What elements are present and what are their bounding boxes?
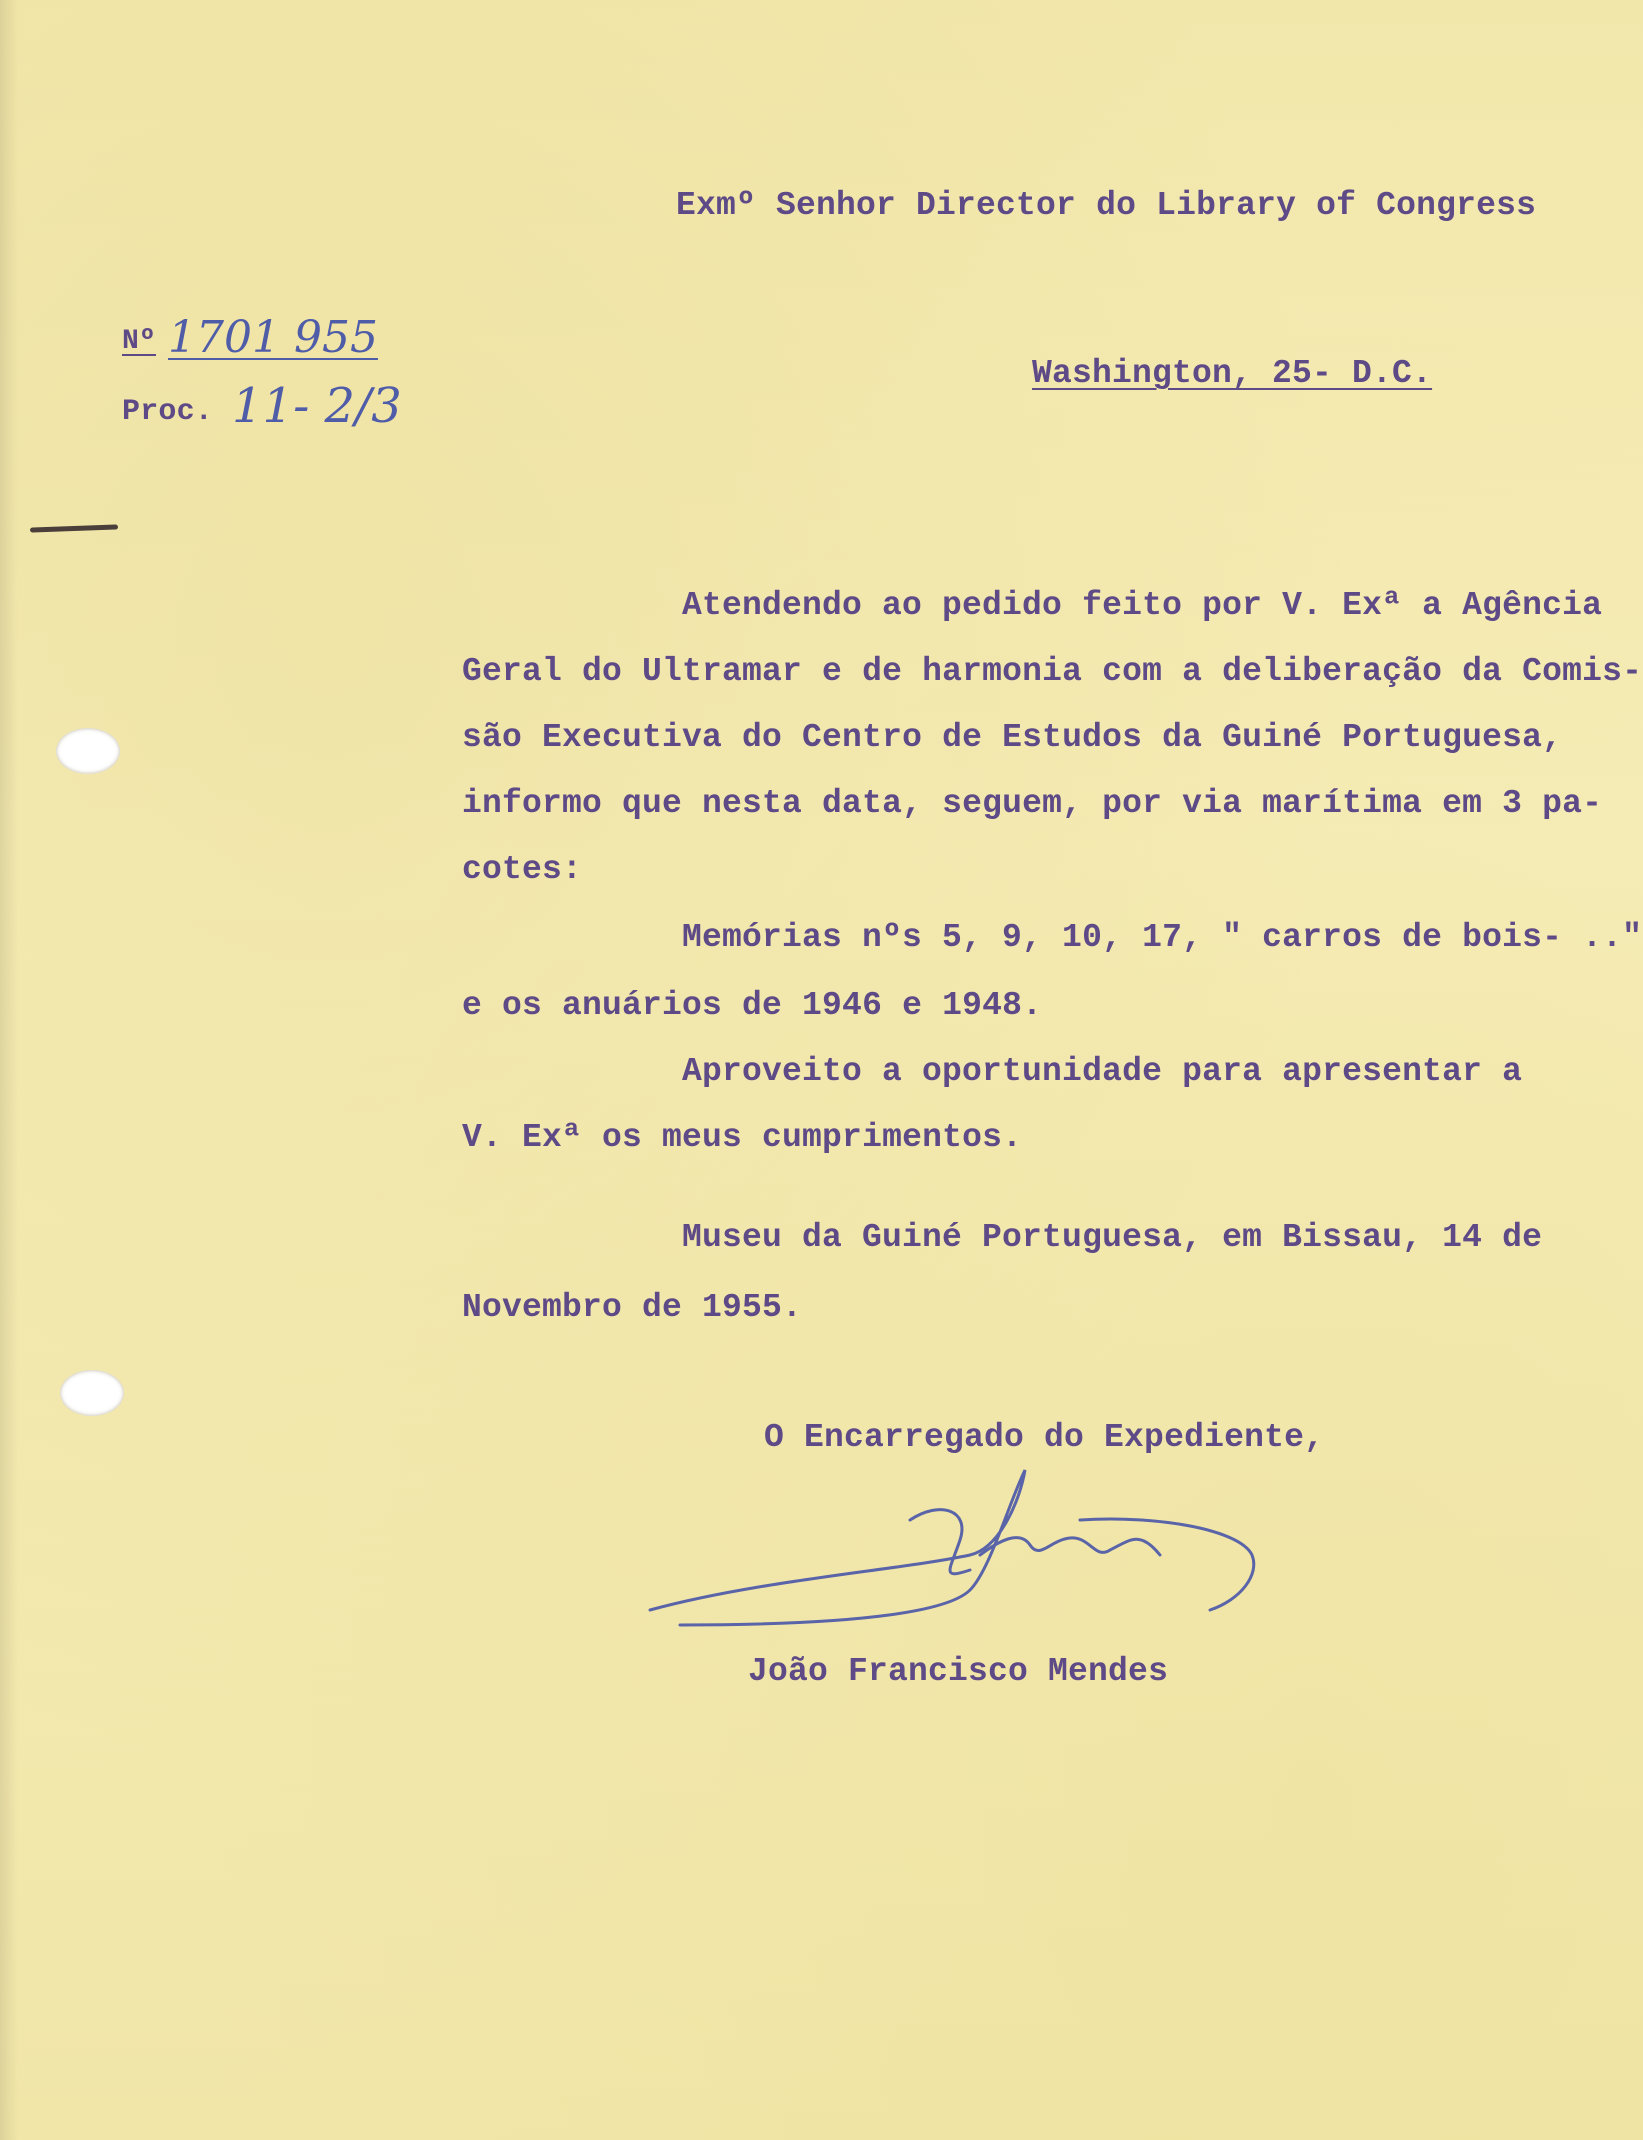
body-line: Atendendo ao pedido feito por V. Exª a Agência [682,587,1603,624]
punch-hole-bottom [60,1370,124,1416]
body-line: Geral do Ultramar e de harmonia com a deliberação da Comis- [462,653,1643,690]
memorias-line: e os anuários de 1946 e 1948. [462,987,1043,1024]
page-edge-shadow [0,0,18,2140]
closing-line: Aproveito a oportunidade para apresentar a [682,1053,1523,1090]
place-date-line: Novembro de 1955. [462,1289,803,1326]
signer-role: O Encarregado do Expediente, [764,1419,1325,1456]
place-date-line: Museu da Guiné Portuguesa, em Bissau, 14 de [682,1219,1543,1256]
body-line: informo que nesta data, seguem, por via marítima em 3 pa- [462,785,1603,822]
body-line: cotes: [462,851,583,888]
ref-number-value: 1701 955 [168,312,378,363]
pen-dash-mark [30,524,118,532]
body-line: são Executiva do Centro de Estudos da Guiné Portuguesa, [462,719,1563,756]
handwritten-signature [640,1460,1280,1640]
signer-name: João Francisco Mendes [748,1653,1169,1690]
punch-hole-top [56,728,120,774]
memorias-line: Memórias nºs 5, 9, 10, 17, " carros de bois- .." [682,919,1643,956]
proc-value: 11- 2/3 [232,378,402,434]
proc-label: Proc. [122,395,214,429]
city-line: Washington, 25- D.C. [1032,355,1433,392]
addressee-line: Exmº Senhor Director do Library of Congress [676,187,1537,224]
ref-number-label: Nº [122,326,157,357]
closing-line: V. Exª os meus cumprimentos. [462,1119,1023,1156]
